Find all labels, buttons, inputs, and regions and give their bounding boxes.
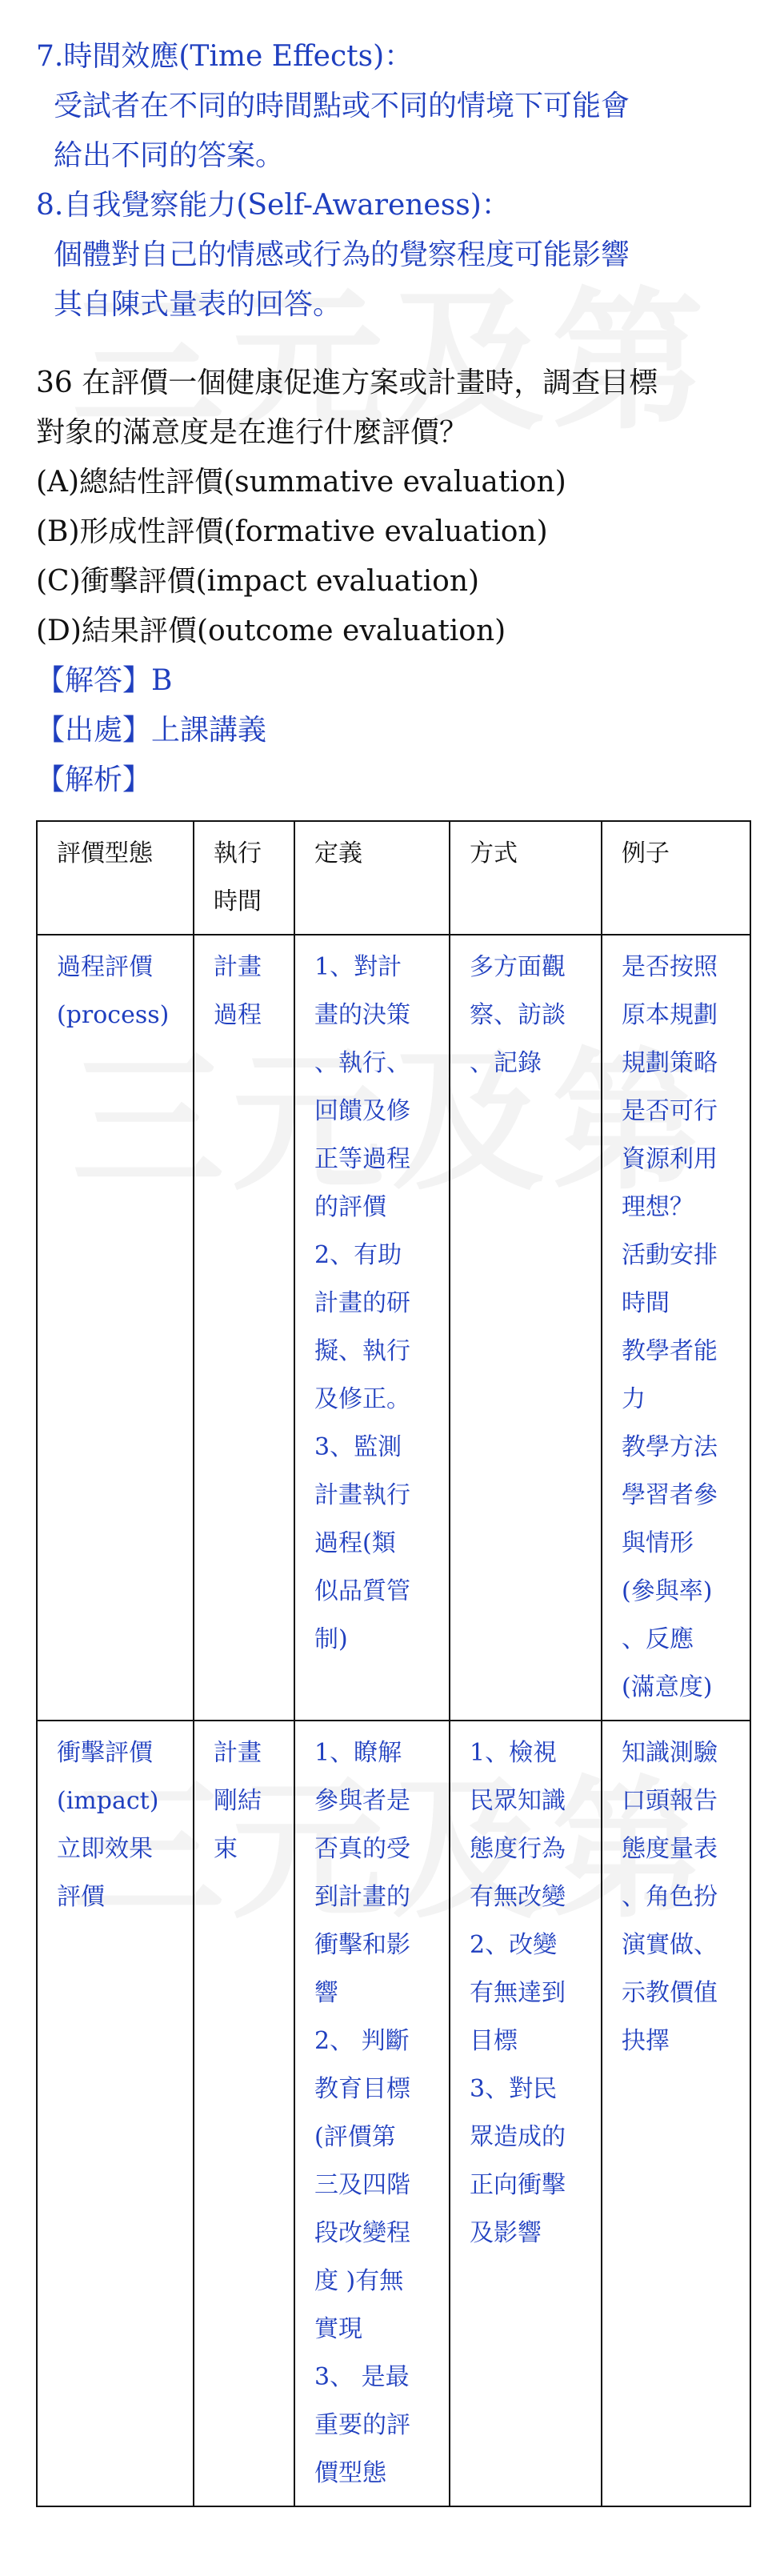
option-c: (C)衝擊評價(impact evaluation) (36, 565, 480, 598)
table-row (37, 935, 750, 1721)
row-impact-example: 知識測驗 口頭報告 態度量表 、角色扮 演實做、 示教價值 抉擇 (602, 1721, 750, 2506)
point-7-line: 給出不同的答案。 (54, 139, 285, 172)
document-body (36, 32, 756, 805)
answer-label: 【解答】B (36, 664, 173, 697)
row-process-example: 是否按照 原本規劃 規劃策略 是否可行 資源利用 理想？ 活動安排 時間 教學者能 力 教學方法 學習者參 與情形 (參與率) 、反應 (滿意度) (602, 935, 750, 1721)
row-impact-definition: 1、瞭解 參與者是 否真的受 到計畫的 衝擊和影 響 2、 判斷 教育目標 (評價第 三及四階 段改變程 度 )有無 實現 3、 是最 重要的評 價型態 (294, 1721, 450, 2506)
point-8-line: 個體對自己的情感或行為的覺察程度可能影響 (54, 238, 630, 271)
header-definition: 定義 (294, 821, 450, 935)
option-a: (A)總結性評價(summative evaluation) (36, 466, 566, 499)
row-impact-method: 1、檢視 民眾知識 態度行為 有無改變 2、改變 有無達到 目標 3、對民 眾造成的 正向衝擊 及影響 (450, 1721, 602, 2506)
table-row (37, 1721, 750, 2506)
header-method: 方式 (450, 821, 602, 935)
row-process-definition: 1、對計 畫的決策 、執行、 回饋及修 正等過程 的評價 2、有助 計畫的研 擬、執行 及修正。 3、監測 計畫執行 過程(類 似品質管 制) (294, 935, 450, 1721)
row-process-type: 過程評價 (process) (37, 935, 194, 1721)
table-header-row (37, 821, 750, 935)
option-d: (D)結果評價(outcome evaluation) (36, 615, 506, 647)
point-7-heading: 7.時間效應(Time Effects)： (36, 40, 414, 73)
option-b: (B)形成性評價(formative evaluation) (36, 515, 548, 548)
row-process-method: 多方面觀 察、訪談 、記錄 (450, 935, 602, 1721)
question-stem: 對象的滿意度是在進行什麼評價？ (36, 416, 469, 449)
evaluation-table (36, 820, 751, 2507)
header-example: 例子 (602, 821, 750, 935)
point-8-line: 其自陳式量表的回答。 (54, 288, 342, 321)
header-type: 評價型態 (37, 821, 194, 935)
source-label: 【出處】上課講義 (36, 714, 267, 747)
row-impact-type: 衝擊評價 (impact) 立即效果 評價 (37, 1721, 194, 2506)
row-process-time: 計畫 過程 (194, 935, 294, 1721)
row-impact-time: 計畫 剛結 束 (194, 1721, 294, 2506)
point-7-line: 受試者在不同的時間點或不同的情境下可能會 (54, 90, 630, 122)
header-time: 執行 時間 (194, 821, 294, 935)
analysis-label: 【解析】 (36, 763, 152, 796)
question-stem: 36 在評價一個健康促進方案或計畫時，調查目標 (36, 367, 658, 399)
point-8-heading: 8.自我覺察能力(Self-Awareness)： (36, 189, 510, 222)
